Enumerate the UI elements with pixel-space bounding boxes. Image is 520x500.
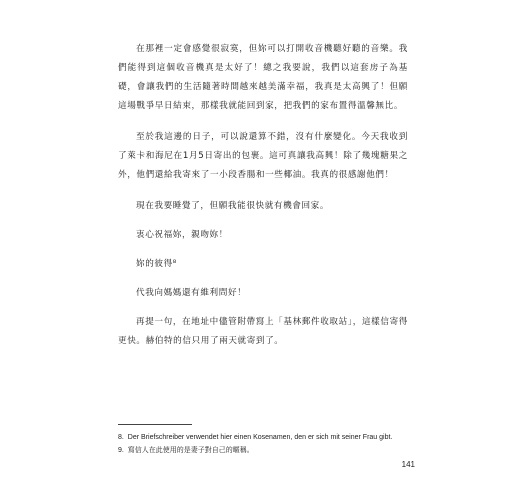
footnote-number: 8. [118, 434, 124, 441]
paragraph-address-note: 再提一句，在地址中儘管附帶寫上「基林郵件收取站」，這樣信寄得更快。赫伯特的信只用了兩天就寄到了。 [118, 317, 408, 346]
page-number: 141 [401, 460, 415, 469]
closing-greeting: 衷心祝福妳，親吻妳！ [136, 230, 228, 240]
footnote-text: Der Briefschreiber verwendet hier einen Kosenamen, den er sich mit seiner Frau gibt. [127, 434, 393, 441]
footnote-number: 9. [118, 447, 124, 454]
footnote-text: 寫信人在此使用的是妻子對自己的暱稱。 [127, 447, 254, 454]
paragraph-package: 至於我這邊的日子，可以說還算不錯，沒有什麼變化。今天我收到了萊卡和海尼在1月5日寄出的包裹。這可真讓我高興！除了幾塊糖果之外，他們還給我寄來了一小段香腸和一些椰油。我真的很感謝他們！ [118, 132, 408, 180]
footnote-9 [118, 445, 418, 457]
postscript-greeting: 代我向媽媽還有維利問好！ [136, 288, 247, 298]
footnotes [118, 432, 418, 458]
signature: 妳的彼得⁸ [136, 259, 177, 269]
paragraph-radio: 在那裡一定會感覺很寂寞，但妳可以打開收音機聽好聽的音樂。我們能得到這個收音機真是太好了！總之我要說，我們以這套房子為基礎，會讓我們的生活隨著時間越來越美滿幸福，我真是太高興了！但願這場戰爭早日結束，那樣我就能回到家，把我們的家布置得溫馨無比。 [118, 44, 408, 111]
footnote-8 [118, 432, 418, 444]
body-text [118, 40, 408, 363]
footnote-divider [118, 424, 192, 425]
paragraph-sleep: 現在我要睡覺了，但願我能很快就有機會回家。 [136, 201, 330, 211]
